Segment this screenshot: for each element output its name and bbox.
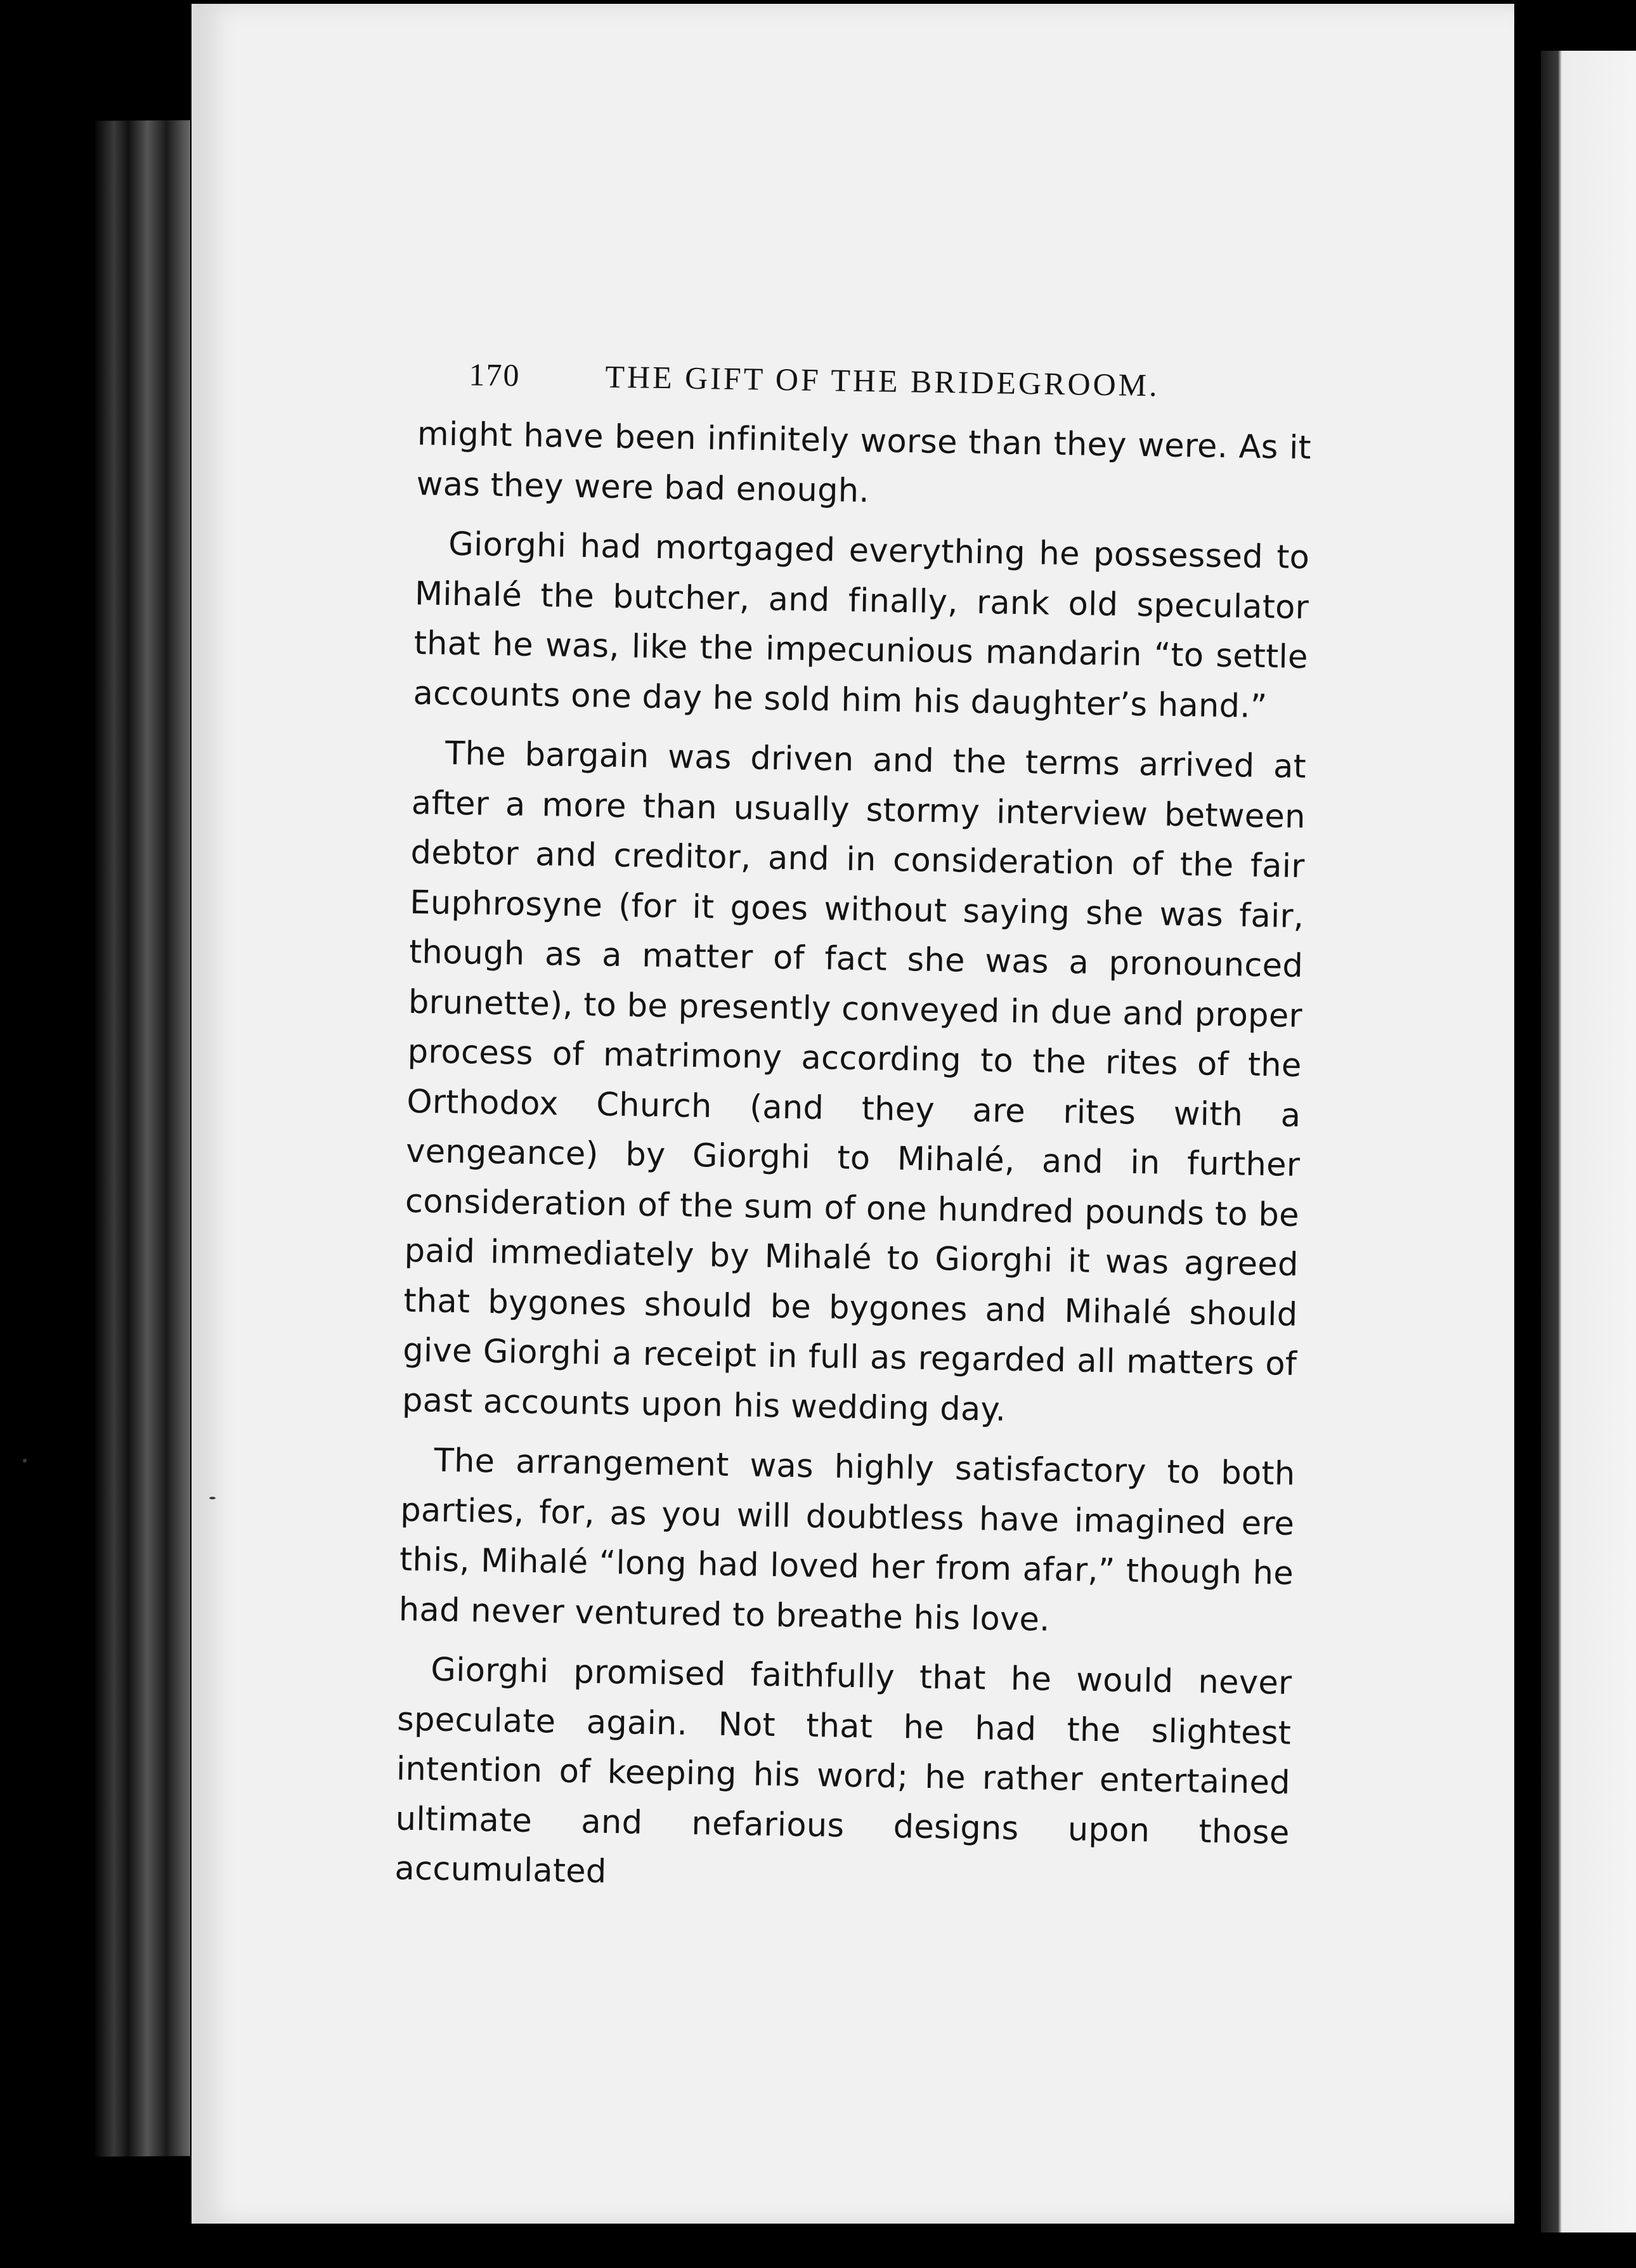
body-text (394, 410, 1312, 1908)
paragraph: Giorghi had mortgaged everything he possessed to Mihalé the butcher, and finally, rank old speculator that he was, like the impecunious mandarin “to settle accounts one day he sold him his daughter’s hand.” (413, 525, 1310, 726)
text-block (394, 355, 1313, 1918)
paragraph: might have been infinitely worse than they were. As it was they were bad enough. (416, 415, 1312, 510)
speck (23, 1459, 27, 1463)
page-number: 170 (469, 356, 521, 393)
paragraph: The bargain was driven and the terms arrived at after a more than usually stormy interview between debtor and creditor, and in consideration of the fair Euphrosyne (for it goes without saying she was fair, though as a matter of fact she was a pronounced brunette), to be presently conveyed in due and proper process of matrimony according to the rites of the Orthodox Church (and they are rites with a vengeance) by Giorghi to Mihalé, and in further consideration of the sum of one hundred pounds to be paid immediately by Mihalé to Giorghi it was agreed that bygones should be bygones and Mihalé should give Giorghi a receipt in full as regarded all matters of past accounts upon his wedding day. (401, 734, 1307, 1429)
paragraph: The arrangement was highly satisfactory to both parties, for, as you will doubtless have imagined ere this, Mihalé “long had loved her from afar,” though he had never ventured to breathe his love. (398, 1442, 1295, 1639)
speck (209, 1497, 216, 1499)
book-edge (95, 120, 190, 2156)
paragraph: Giorghi promised faithfully that he would never speculate again. Not that he had the slightest intention of keeping his word; he rather entertained ultimate and nefarious designs upon those accumulated (394, 1651, 1292, 1891)
running-title: THE GIFT OF THE BRIDEGROOM. (605, 358, 1160, 403)
facing-page-edge (1541, 51, 1636, 2232)
